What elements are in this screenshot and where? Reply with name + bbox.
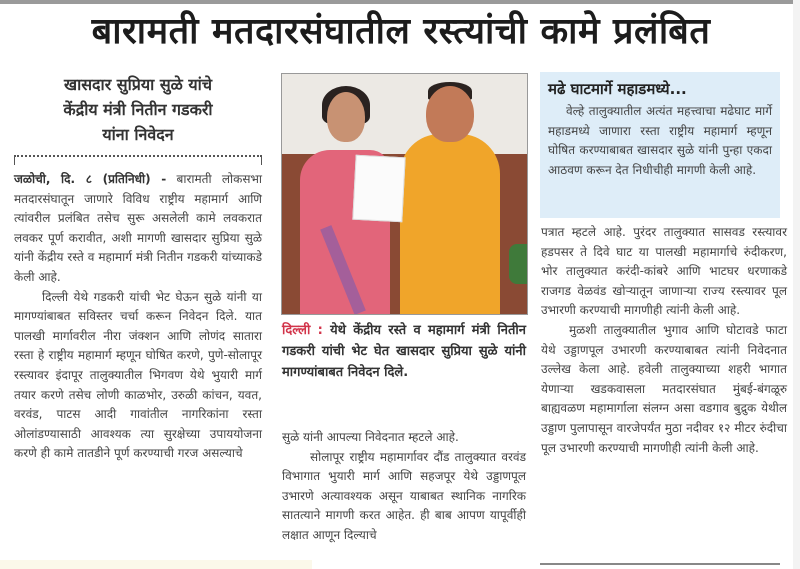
top-rule (0, 0, 800, 4)
right-column (541, 223, 787, 458)
sidebar-box-body: वेल्हे तालुक्यातील अत्यंत महत्त्वाचा मढेघाट मार्गे महाडमध्ये जाणारा रस्ता राष्ट्रीय महामार्ग म्हणून घोषित करण्याबाबत खासदार सुळे यांनी पुन्हा एकदा आठवण करून देत निधीचीही मागणी केली आहे. (548, 104, 772, 177)
caption-text: येथे केंद्रीय रस्ते व महामार्ग मंत्री नितीन गडकरी यांची भेट घेत खासदार सुप्रिया सुळे यांनी मागण्यांबाबत निवेदन दिले. (282, 323, 526, 380)
left-column (14, 170, 262, 464)
paragraph: सुळे यांनी आपल्या निवेदनात म्हटले आहे. (282, 430, 459, 444)
subheadline (14, 72, 262, 147)
middle-column (282, 428, 526, 546)
page-edge (793, 0, 800, 569)
paragraph: मुळशी तालुक्यातील भुगाव आणि घोटावडे फाटा येथे उड्डाणपूल उभारणी करण्याबाबत त्यांनी निवेदनात उल्लेख केला आहे. हवेली तालुक्याच्या शहरी भागात येणाऱ्या खडकवासला मतदारसंघात मुंबई-बंगळूरु बाह्यवळण महामार्गाला संलग्न असा वडगाव बुद्रुक येथील उड्डाण पुलापासून वारजेपर्यंत मुठा नदीवर १२ मीटर रुंदीचा पूल उभारणी करण्याची मागणीही त्यांनी केली आहे. (541, 322, 787, 455)
sidebar-box (540, 72, 780, 218)
lead-paragraph (14, 170, 262, 288)
subheadline-line: यांना निवेदन (102, 125, 174, 144)
subheadline-line: खासदार सुप्रिया सुळे यांचे (64, 75, 212, 94)
news-photo (281, 73, 528, 315)
bottom-tint (0, 560, 312, 569)
paragraph-text: बारामती लोकसभा मतदारसंघातून जाणारे विविध राष्ट्रीय महामार्ग आणि त्यांवरील प्रलंबित तसेच सुरू असलेली कामे लवकरात लवकर पूर्ण करावीत, अशी मागणी खासदार सुप्रिया सुळे यांनी केंद्रीय रस्ते व महामार्ग मंत्री नितीन गडकरी यांच्याकडे केली आहे. (14, 172, 263, 284)
plant (509, 244, 527, 284)
subheadline-line: केंद्रीय मंत्री नितीन गडकरी (63, 100, 213, 119)
headline: बारामती मतदारसंघातील रस्त्यांची कामे प्रलंबित (91, 11, 711, 52)
paragraph: दिल्ली येथे गडकरी यांची भेट घेऊन सुळे यांनी या मागण्यांबाबत सविस्तर चर्चा करून निवेदन दिले. यात पालखी मार्गावरील नीरा जंक्शन आणि लोणंद सातारा रस्ता हे राष्ट्रीय महामार्ग म्हणून घोषित करणे, पुणे-सोलापूर रस्त्यावर इंदापूर तालुक्यातील भिगवण येथे भुयारी मार्ग तयार करणे तसेच लोणी काळभोर, उरुळी कांचन, यवत, वरवंड, पाटस आदी गावांतील नागरिकांना रस्ता ओलांडण्यासाठी आवश्यक त्या सुरक्षेच्या उपाययोजना करणे ही कामे तातडीने पूर्ण करण्याची गरज असल्याचे (14, 289, 262, 461)
photo-caption (282, 320, 526, 383)
person-man (400, 134, 500, 315)
memorandum-document (352, 155, 405, 223)
paragraph: सोलापूर राष्ट्रीय महामार्गावर दौंड तालुक्यात वरवंड विभागात भुयारी मार्ग आणि सहजपूर येथे उड्डाणपूल उभारणे अत्यावश्यक असून याबाबत स्थानिक नागरिक सातत्याने मागणी करत आहेत. ही बाब आपण यापूर्वीही लक्षात आणून दिल्याचे (282, 449, 526, 542)
dotted-divider (14, 155, 262, 165)
paragraph: पत्रात म्हटले आहे. पुरंदर तालुक्यात सासवड रस्त्यावर हडपसर ते दिवे घाट या पालखी महामार्गाचे रुंदीकरण, भोर तालुक्यात करंदी-कांबरे आणि भाटघर धरणाकडे राजगड वेळवंड खोऱ्यातून जाणाऱ्या राज्य रस्त्यावर पूल उभारणी करण्याची मागणीही त्यांनी केली आहे. (541, 225, 787, 318)
sidebar-box-title: मढे घाटमार्गे महाडमध्ये... (548, 80, 687, 98)
caption-place: दिल्ली : (282, 323, 323, 338)
bottom-rule (540, 563, 780, 565)
dateline: जळोची, दि. ८ (प्रतिनिधी) - (14, 172, 167, 186)
